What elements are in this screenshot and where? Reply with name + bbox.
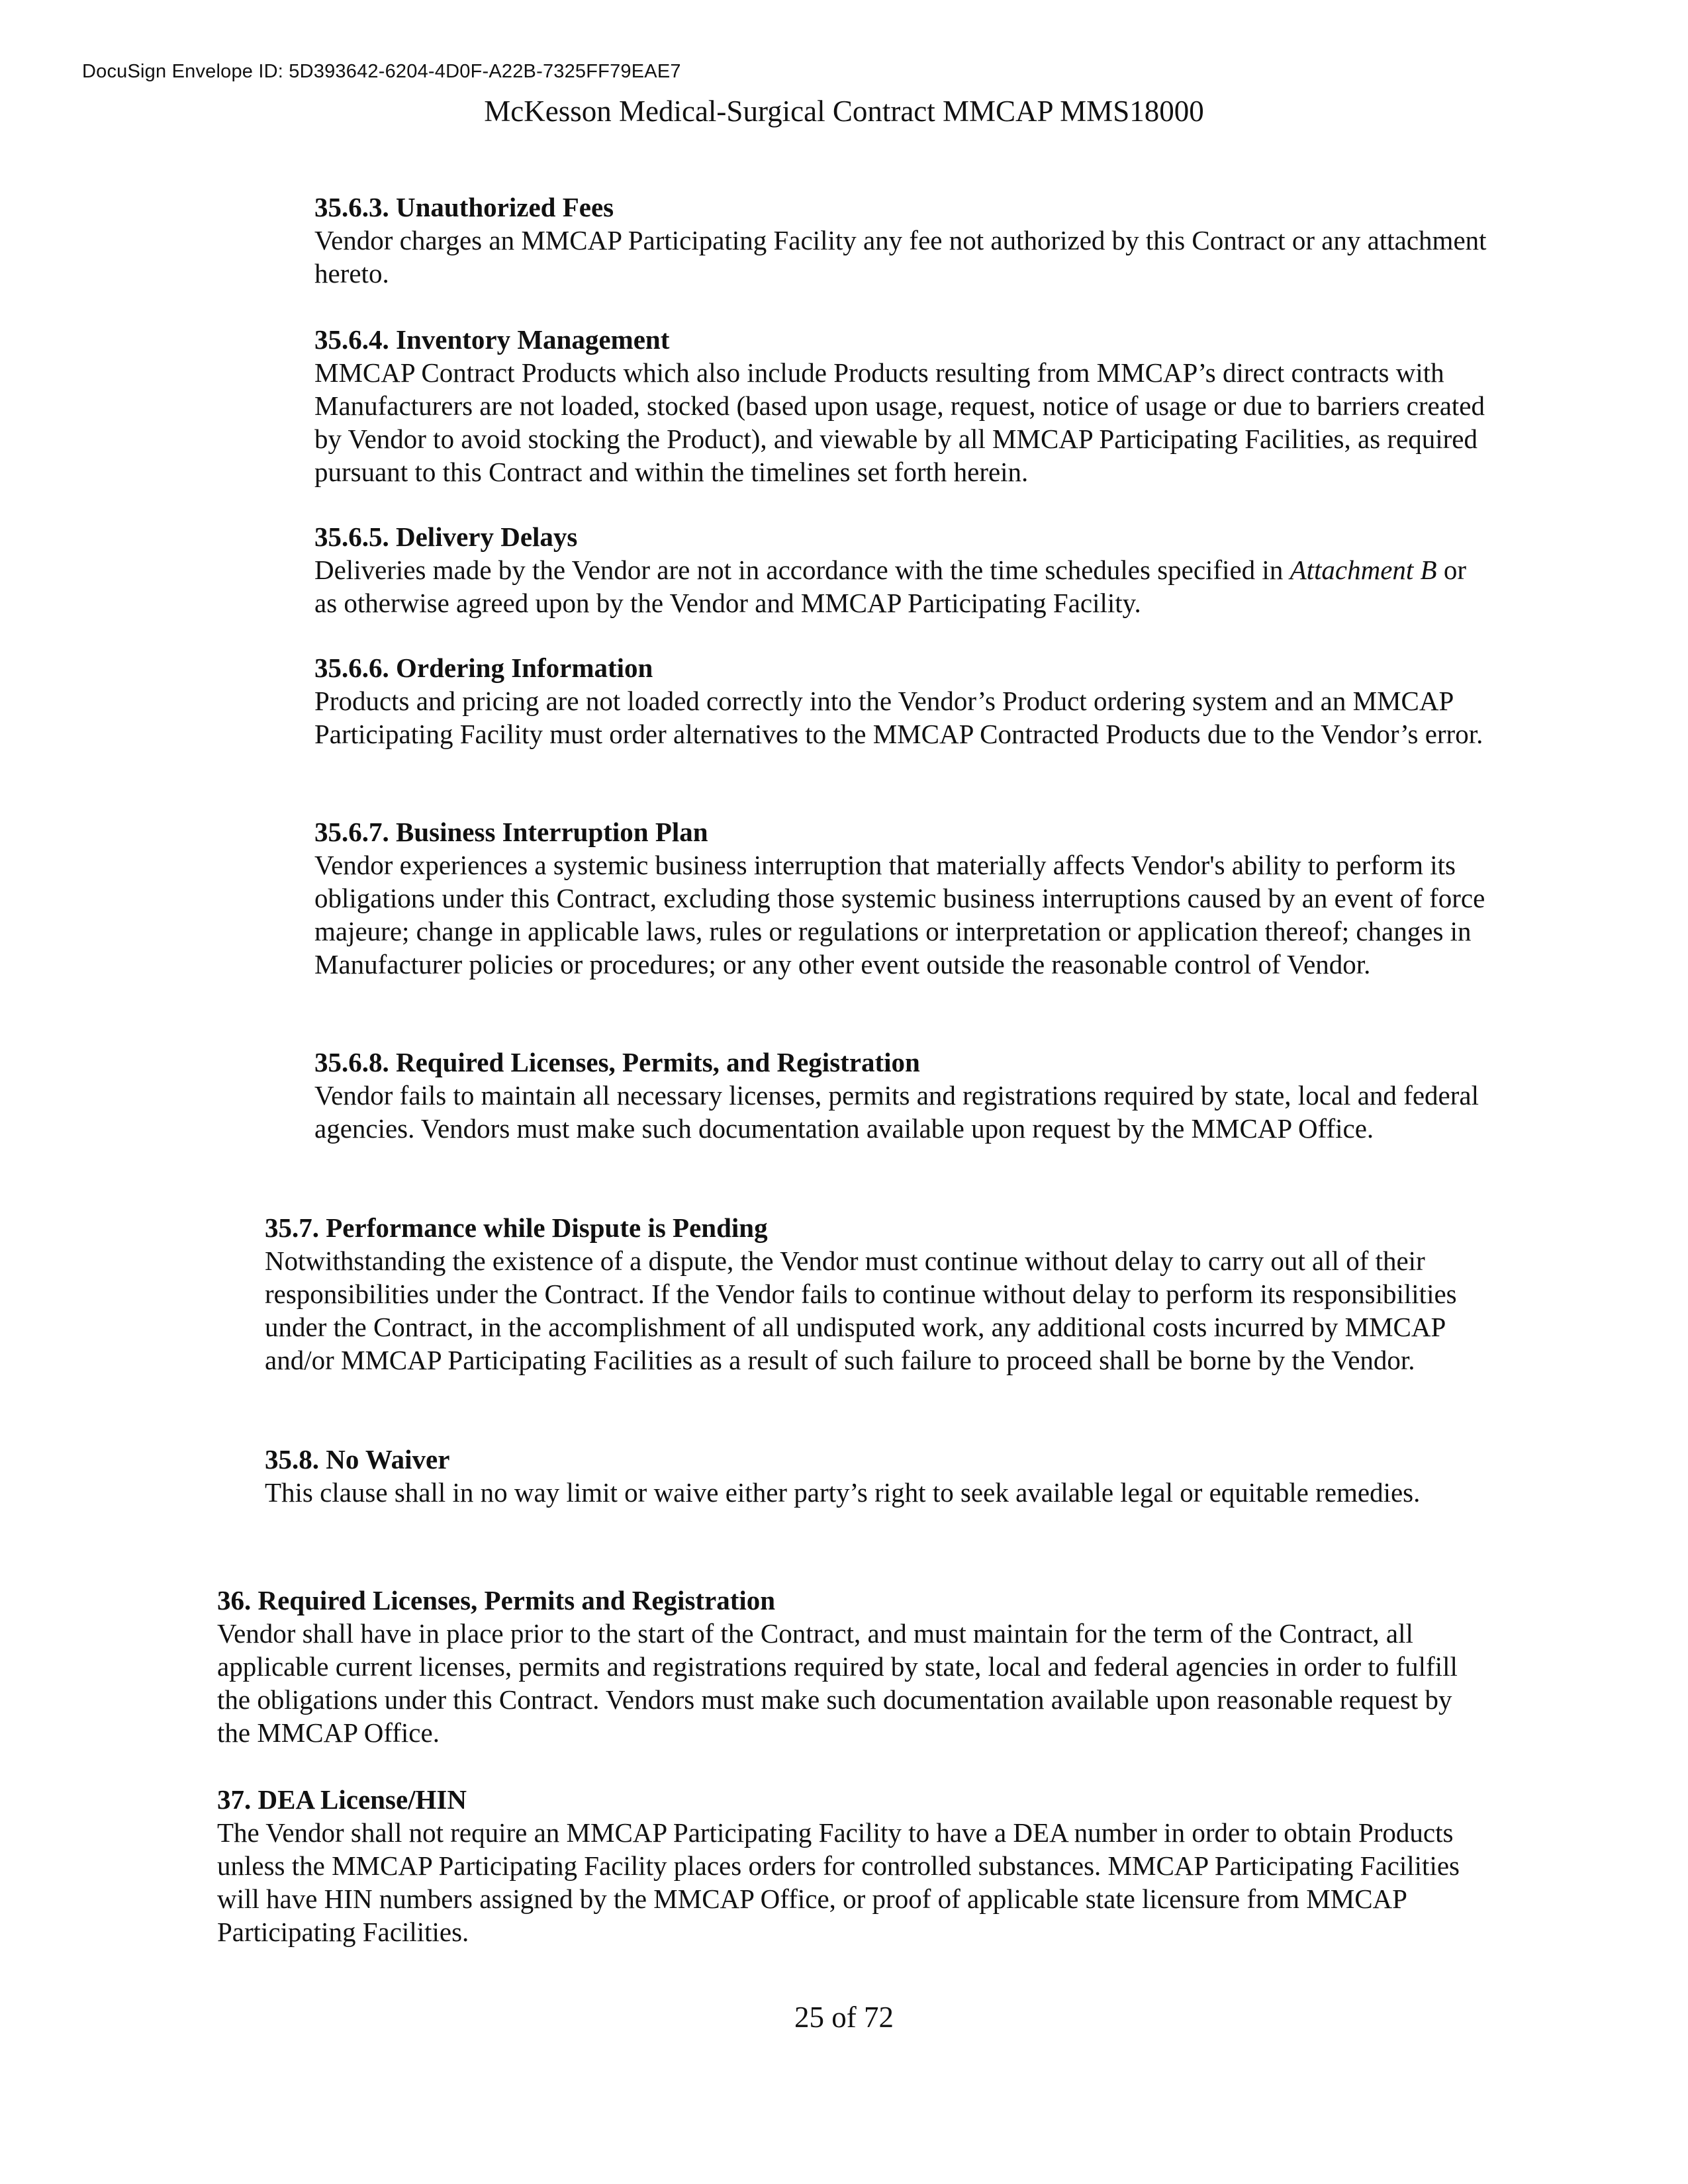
- section-body: [314, 553, 1493, 619]
- section-heading: 35.6.7. Business Interruption Plan: [314, 817, 708, 847]
- section-heading: 35.6.6. Ordering Information: [314, 653, 653, 683]
- page-number: 25 of 72: [794, 2001, 894, 2034]
- section-heading: 36. Required Licenses, Permits and Registration: [217, 1585, 776, 1615]
- section-37: [217, 1783, 1488, 1948]
- section-body: MMCAP Contract Products which also include Products resulting from MMCAP’s direct contracts with Manufacturers are not loaded, stocked (based upon usage, request, notice of usage or due to barriers created by Vendor to avoid stocking the Product), and viewable by all MMCAP Participating Facilities, as required pursuant to this Contract and within the timelines set forth herein.: [314, 357, 1485, 487]
- body-text: or as otherwise agreed upon by the Vendor and MMCAP Participating Facility.: [314, 555, 1467, 618]
- section-body: Vendor experiences a systemic business interruption that materially affects Vendor's ability to perform its obligations under this Contract, excluding those systemic business interruptions caused by an event of force majeure; change in applicable laws, rules or regulations or interpretation or application thereof; changes in Manufacturer policies or procedures; or any other event outside the reasonable control of Vendor.: [314, 850, 1485, 979]
- subsection-35-7: [265, 1211, 1489, 1377]
- section-heading: 35.6.3. Unauthorized Fees: [314, 192, 614, 222]
- section-body: Vendor shall have in place prior to the start of the Contract, and must maintain for the term of the Contract, all applicable current licenses, permits and registrations required by state, local and federal agencies in order to fulfill the obligations under this Contract. Vendors must make such documentation available upon reasonable request by the MMCAP Office.: [217, 1618, 1458, 1748]
- attachment-reference: Attachment B: [1289, 555, 1437, 585]
- subsection-35-6-8: [314, 1046, 1493, 1145]
- section-body: This clause shall in no way limit or waive either party’s right to seek available legal or equitable remedies.: [265, 1477, 1421, 1508]
- page-header: McKesson Medical-Surgical Contract MMCAP MMS18000: [484, 95, 1204, 128]
- section-body: Vendor fails to maintain all necessary licenses, permits and registrations required by state, local and federal agencies. Vendors must make such documentation available upon request by the MMCAP Office.: [314, 1080, 1479, 1144]
- section-heading: 35.6.5. Delivery Delays: [314, 522, 578, 552]
- section-body: Notwithstanding the existence of a dispute, the Vendor must continue without delay to carry out all of their responsibilities under the Contract. If the Vendor fails to continue without delay to perform its responsibilities under the Contract, in the accomplishment of all undisputed work, any additional costs incurred by MMCAP and/or MMCAP Participating Facilities as a result of such failure to proceed shall be borne by the Vendor.: [265, 1246, 1457, 1375]
- section-heading: 35.8. No Waiver: [265, 1444, 450, 1475]
- section-36: [217, 1584, 1488, 1749]
- section-body: The Vendor shall not require an MMCAP Participating Facility to have a DEA number in order to obtain Products unless the MMCAP Participating Facility places orders for controlled substances. MMCAP Participating Facilities will have HIN numbers assigned by the MMCAP Office, or proof of applicable state licensure from MMCAP Participating Facilities.: [217, 1817, 1460, 1947]
- docusign-envelope-id: DocuSign Envelope ID: 5D393642-6204-4D0F-A22B-7325FF79EAE7: [82, 61, 681, 82]
- body-text: Deliveries made by the Vendor are not in accordance with the time schedules specified in: [314, 555, 1284, 585]
- section-heading: 35.7. Performance while Dispute is Pending: [265, 1212, 768, 1243]
- section-heading: 35.6.4. Inventory Management: [314, 324, 670, 355]
- section-body: Vendor charges an MMCAP Participating Facility any fee not authorized by this Contract or any attachment hereto.: [314, 225, 1487, 289]
- section-body: Products and pricing are not loaded correctly into the Vendor’s Product ordering system and an MMCAP Participating Facility must order alternatives to the MMCAP Contracted Products due to the Vendor’s error.: [314, 686, 1483, 749]
- subsection-35-6-4: [314, 323, 1493, 488]
- subsection-35-6-5: [314, 520, 1493, 619]
- subsection-35-6-3: [314, 191, 1493, 290]
- subsection-35-8: [265, 1443, 1489, 1509]
- section-heading: 35.6.8. Required Licenses, Permits, and Registration: [314, 1047, 920, 1077]
- subsection-35-6-6: [314, 651, 1493, 751]
- subsection-35-6-7: [314, 815, 1493, 981]
- section-heading: 37. DEA License/HIN: [217, 1784, 467, 1815]
